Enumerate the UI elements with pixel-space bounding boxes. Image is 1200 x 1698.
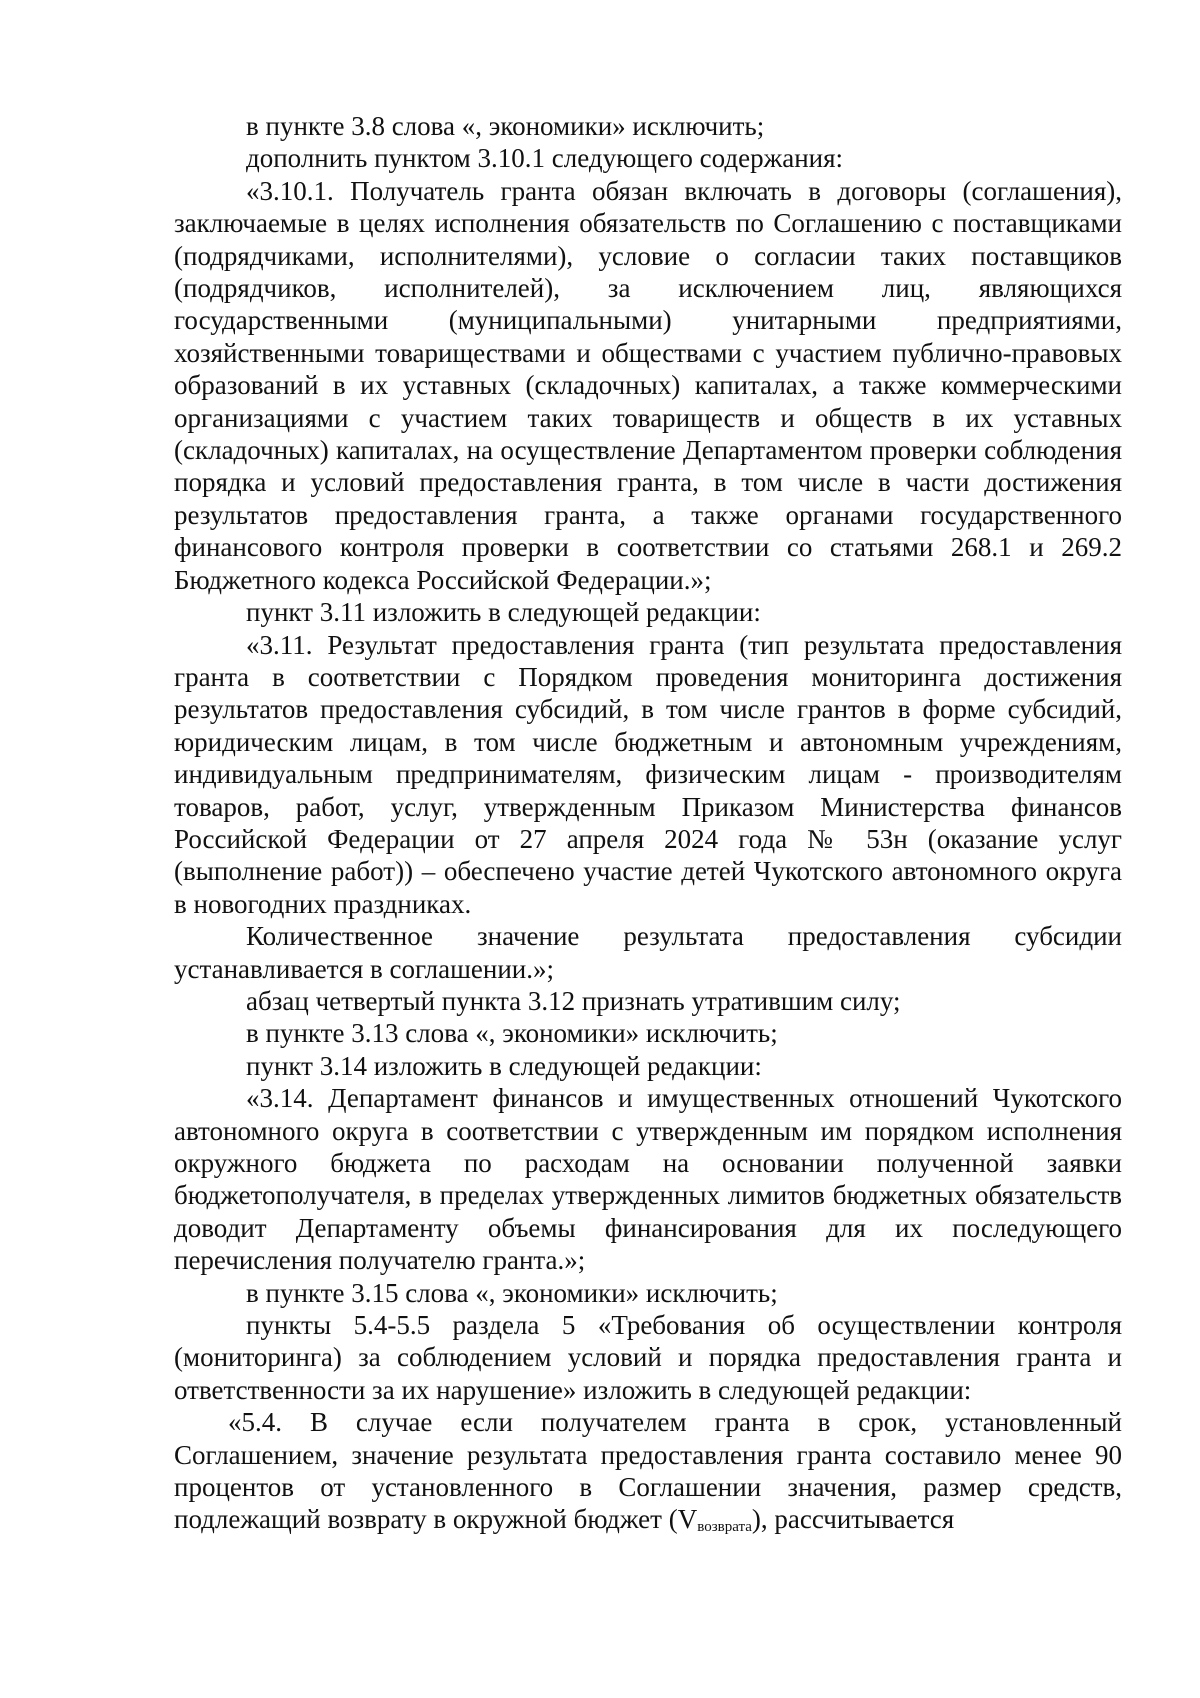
paragraph-7: абзац четвертый пункта 3.12 признать утратившим силу;	[246, 985, 901, 1016]
document-page	[174, 110, 1122, 1536]
paragraph-6: Количественное значение результата предоставления субсидии устанавливается в соглашении.»;	[174, 921, 1122, 984]
paragraph-12: пункты 5.4-5.5 раздела 5 «Требования об осуществлении контроля (мониторинга) за соблюдением условий и порядка предоставления гранта и ответственности за их нарушение» изложить в следующей редакции:	[174, 1310, 1122, 1405]
paragraph-10: «3.14. Департамент финансов и имущественных отношений Чукотского автономного округа в соответствии с утвержденным им порядком исполнения окружного бюджета по расходам на основании полученной заявки бюджетополучателя, в пределах утвержденных лимитов бюджетных обязательств доводит Департаменту объемы финансирования для их последующего перечисления получателю гранта.»;	[174, 1083, 1122, 1276]
paragraph-8: в пункте 3.13 слова «, экономики» исключить;	[246, 1018, 778, 1049]
paragraph-13-tail: ), рассчитывается	[751, 1504, 955, 1535]
paragraph-13	[174, 1406, 1122, 1536]
paragraph-9: пункт 3.14 изложить в следующей редакции:	[246, 1050, 762, 1081]
paragraph-11: в пункте 3.15 слова «, экономики» исключить;	[246, 1277, 778, 1308]
paragraph-5: «3.11. Результат предоставления гранта (тип результата предоставления гранта в соответствии с Порядком проведения мониторинга достижения результатов предоставления субсидий, в том числе грантов в форме субсидий, юридическим лицам, в том числе бюджетным и автономным учреждениям, индивидуальным предпринимателям, физическим лицам - производителям товаров, работ, услуг, утвержденным Приказом Министерства финансов Российской Федерации от 27 апреля 2024 года № 53н (оказание услуг (выполнение работ)) – обеспечено участие детей Чукотского автономного округа в новогодних праздниках.	[174, 629, 1122, 919]
paragraph-2: дополнить пунктом 3.10.1 следующего содержания:	[246, 143, 844, 174]
v-subscript: возврата	[697, 1519, 752, 1536]
paragraph-3: «3.10.1. Получатель гранта обязан включать в договоры (соглашения), заключаемые в целях исполнения обязательств по Соглашению с поставщиками (подрядчиками, исполнителями), условие о согласии таких поставщиков (подрядчиков, исполнителей), за исключением лиц, являющихся государственными (муниципальными) унитарными предприятиями, хозяйственными товариществами и обществами с участием публично-правовых образований в их уставных (складочных) капиталах, а также коммерческими организациями с участием таких товариществ и обществ в их уставных (складочных) капиталах, на осуществление Департаментом проверки соблюдения порядка и условий предоставления гранта, в том числе в части достижения результатов предоставления гранта, а также органами государственного финансового контроля проверки в соответствии со статьями 268.1 и 269.2 Бюджетного кодекса Российской Федерации.»;	[174, 175, 1122, 595]
paragraph-1: в пункте 3.8 слова «, экономики» исключить;	[246, 111, 765, 141]
paragraph-13-text: «5.4. В случае если получателем гранта в срок, установленный Соглашением, значение результата предоставления гранта составило менее 90 процентов от установленного в Соглашении значения, размер средств, подлежащий возврату в окружной бюджет (V	[174, 1407, 1122, 1535]
paragraph-4: пункт 3.11 изложить в следующей редакции:	[246, 597, 761, 628]
